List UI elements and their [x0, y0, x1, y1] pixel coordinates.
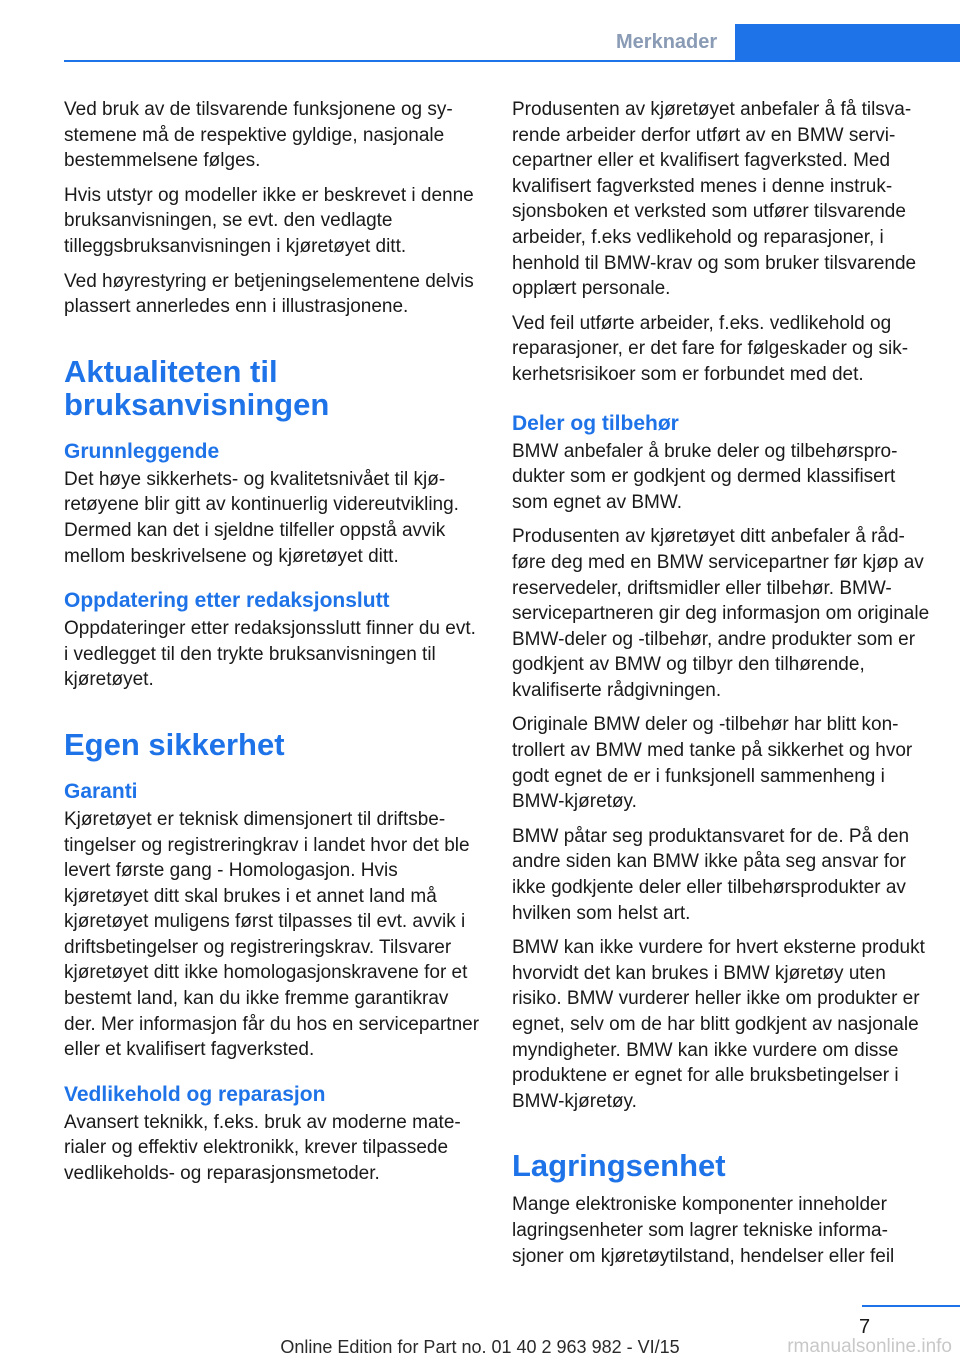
heading-aktualitet: Aktualiteten til bruksanvisningen	[64, 353, 330, 422]
subheading-grunnleggende: Grunnleggende	[64, 439, 220, 463]
paragraph: Avansert teknikk, f.eks. bruk av moderne materialer og effektiv elektronikk, krever tilpassede vedlikeholds- og reparasjonsmetoder.	[64, 1111, 461, 1185]
section-title: Merknader	[616, 31, 718, 53]
paragraph: Ved bruk av de tilsvarende funksjonene og systemene må de respektive gyldige, nasjonale bestemmelsene følges.	[64, 99, 453, 172]
header-rule	[64, 60, 735, 62]
paragraph: Produsenten av kjøretøyet anbefaler å få tilsvarende arbeider derfor utført av en BMW servicepartner eller et kvalifisert fagverksted. Med kvalifisert fagverksted menes i denne instruksjonsboken et verksted som utfører tilsvarende arbeider, f.eks vedlikehold og reparasjoner, i henhold til BMW-krav og som bruker tilsvarende opplært personale.	[512, 99, 917, 300]
page-number: 7	[859, 1316, 871, 1338]
subheading-garanti: Garanti	[64, 779, 138, 803]
paragraph: BMW kan ikke vurdere for hvert eksterne produkt hvorvidt det kan brukes i BMW kjøretøy uten risiko. BMW vurderer heller ikke om produkter er egnet, selv om de har blitt godkjent av nasjonale myndigheter. BMW kan ikke vurdere om disse produktene er egnet for alle bruksbetingelser i BMW-kjøretøy.	[512, 937, 925, 1112]
paragraph: Det høye sikkerhets- og kvalitetsnivået til kjøretøyene blir gitt av kontinuerlig videreutvikling. Dermed kan det i sjeldne tilfeller oppstå avvik mellom beskrivelsene og kjøretøyet ditt.	[64, 468, 459, 567]
paragraph: BMW anbefaler å bruke deler og tilbehørsprodukter som er godkjent og dermed klassifisert som egnet av BMW.	[512, 440, 898, 513]
paragraph: Ved høyrestyring er betjeningselementene delvis plassert annerledes enn i illustrasjonene.	[64, 270, 474, 318]
left-column	[64, 97, 482, 1196]
paragraph: Ved feil utførte arbeider, f.eks. vedlikehold og reparasjoner, er det fare for følgeskader og sikkerhetsrisikoer som er forbundet med det.	[512, 312, 909, 385]
paragraph: Kjøretøyet er teknisk dimensjonert til driftsbetingelser og registreringkrav i landet hvor det ble levert første gang - Homologasjon. Hvis kjøretøyet ditt skal brukes i et annet land må kjøretøyet muligens først tilpasses til evt. avvik i driftsbetingelser og registreringskrav. Tilsvarer kjøretøyet ditt ikke homologasjonskravene for et bestemt land, kan du ikke fremme garantikrav der. Mer informasjon får du hos en servicepartner eller et kvalifisert fagverksted.	[64, 808, 480, 1061]
edition-footer: Online Edition for Part no. 01 40 2 963 982 - VI/15	[280, 1337, 680, 1357]
subheading-oppdatering: Oppdatering etter redaksjonslutt	[64, 589, 390, 613]
right-column	[512, 97, 932, 1278]
subheading-deler: Deler og tilbehør	[512, 411, 679, 435]
paragraph: Originale BMW deler og -tilbehør har blitt kontrollert av BMW med tanke på sikkerhet og hvor godt egnet de er i funksjonell sammenheng i BMW-kjøretøy.	[512, 714, 913, 813]
watermark: rmanualsonline.info	[787, 1336, 952, 1357]
heading-sikkerhet: Egen sikkerhet	[64, 726, 285, 762]
paragraph: BMW påtar seg produktansvaret for de. På den andre siden kan BMW ikke påta seg ansvar for ikke godkjente deler eller tilbehørsprodukter av hvilken som helst art.	[512, 825, 910, 924]
paragraph: Mange elektroniske komponenter inneholder lagringsenheter som lagrer tekniske informasjoner om kjøretøytilstand, hendelser eller feil	[512, 1194, 895, 1267]
subheading-vedlikehold: Vedlikehold og reparasjon	[64, 1082, 326, 1106]
footer-rule	[862, 1305, 960, 1307]
heading-lagring: Lagringsenhet	[512, 1148, 726, 1184]
paragraph: Oppdateringer etter redaksjonsslutt finner du evt. i vedlegget til den trykte bruksanvisningen til kjøretøyet.	[64, 618, 476, 691]
paragraph: Produsenten av kjøretøyet ditt anbefaler å rådføre deg med en BMW servicepartner før kjøp av reservedeler, driftsmidler eller tilbehør. BMW-servicepartneren gir deg informasjon om originale BMW-deler og -tilbehør, andre produkter som er godkjent av BMW og tilbyr den tilhørende, kvalifiserte rådgivningen.	[512, 526, 930, 701]
header-accent-block	[735, 24, 960, 62]
paragraph: Hvis utstyr og modeller ikke er beskrevet i denne bruksanvisningen, se evt. den vedlagte tilleggsbruksanvisningen i kjøretøyet ditt.	[64, 184, 474, 257]
